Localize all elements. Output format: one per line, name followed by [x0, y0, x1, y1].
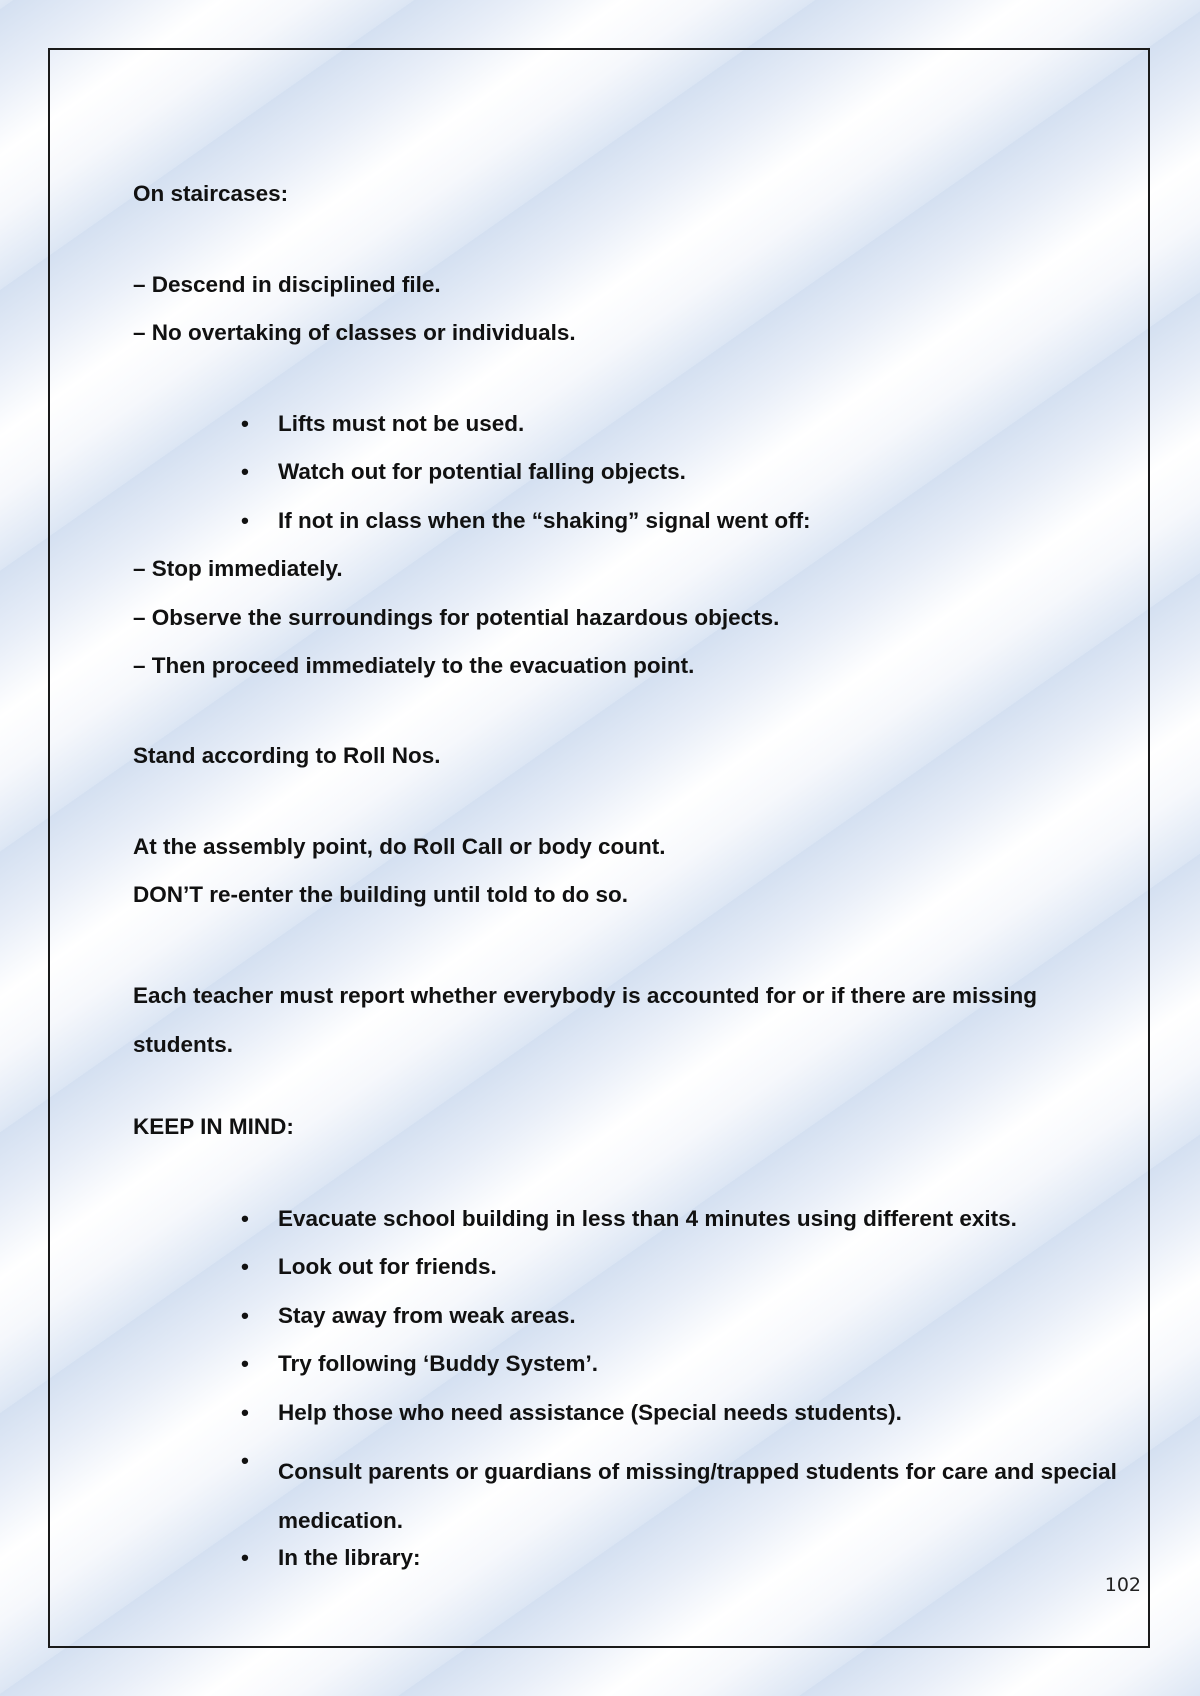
bullet-dot-icon: • [241, 1448, 249, 1473]
bullet-dot-icon: • [241, 1545, 249, 1570]
teacher-report: Each teacher must report whether everybody is accounted for or if there are missing students. [133, 983, 1038, 1057]
step-item: – Observe the surroundings for potential hazardous objects. [133, 605, 780, 630]
bullet-item: In the library: [278, 1545, 421, 1570]
bullet-dot-icon: • [241, 1351, 249, 1376]
bullet-item: Watch out for potential falling objects. [278, 459, 686, 484]
bullet-dot-icon: • [241, 1206, 249, 1231]
step-item: – Stop immediately. [133, 556, 343, 581]
bullet-item: Evacuate school building in less than 4 minutes using different exits. [278, 1206, 1017, 1231]
bullet-dot-icon: • [241, 1400, 249, 1425]
bullet-item: Lifts must not be used. [278, 411, 525, 436]
bullet-item: Try following ‘Buddy System’. [278, 1351, 599, 1376]
heading-staircases: On staircases: [133, 181, 289, 206]
bullet-dot-icon: • [241, 508, 249, 533]
stand-instruction: Stand according to Roll Nos. [133, 743, 441, 768]
bullet-dot-icon: • [241, 411, 249, 436]
assembly-instruction: At the assembly point, do Roll Call or body count. [133, 834, 666, 859]
bullet-dot-icon: • [241, 1303, 249, 1328]
staircase-rule: – Descend in disciplined file. [133, 272, 441, 297]
keep-in-mind-heading: KEEP IN MIND: [133, 1114, 294, 1139]
bullet-item: Help those who need assistance (Special needs students). [278, 1400, 902, 1425]
bullet-dot-icon: • [241, 459, 249, 484]
bullet-item: Consult parents or guardians of missing/trapped students for care and special medication. [278, 1459, 1117, 1533]
assembly-instruction: DON’T re-enter the building until told to do so. [133, 882, 628, 907]
step-item: – Then proceed immediately to the evacuation point. [133, 653, 695, 678]
bullet-dot-icon: • [241, 1254, 249, 1279]
staircase-rule: – No overtaking of classes or individuals. [133, 320, 576, 345]
bullet-item: Look out for friends. [278, 1254, 497, 1279]
bullet-item: If not in class when the “shaking” signal went off: [278, 508, 811, 533]
page-number: 102 [1104, 1574, 1141, 1596]
bullet-item: Stay away from weak areas. [278, 1303, 576, 1328]
